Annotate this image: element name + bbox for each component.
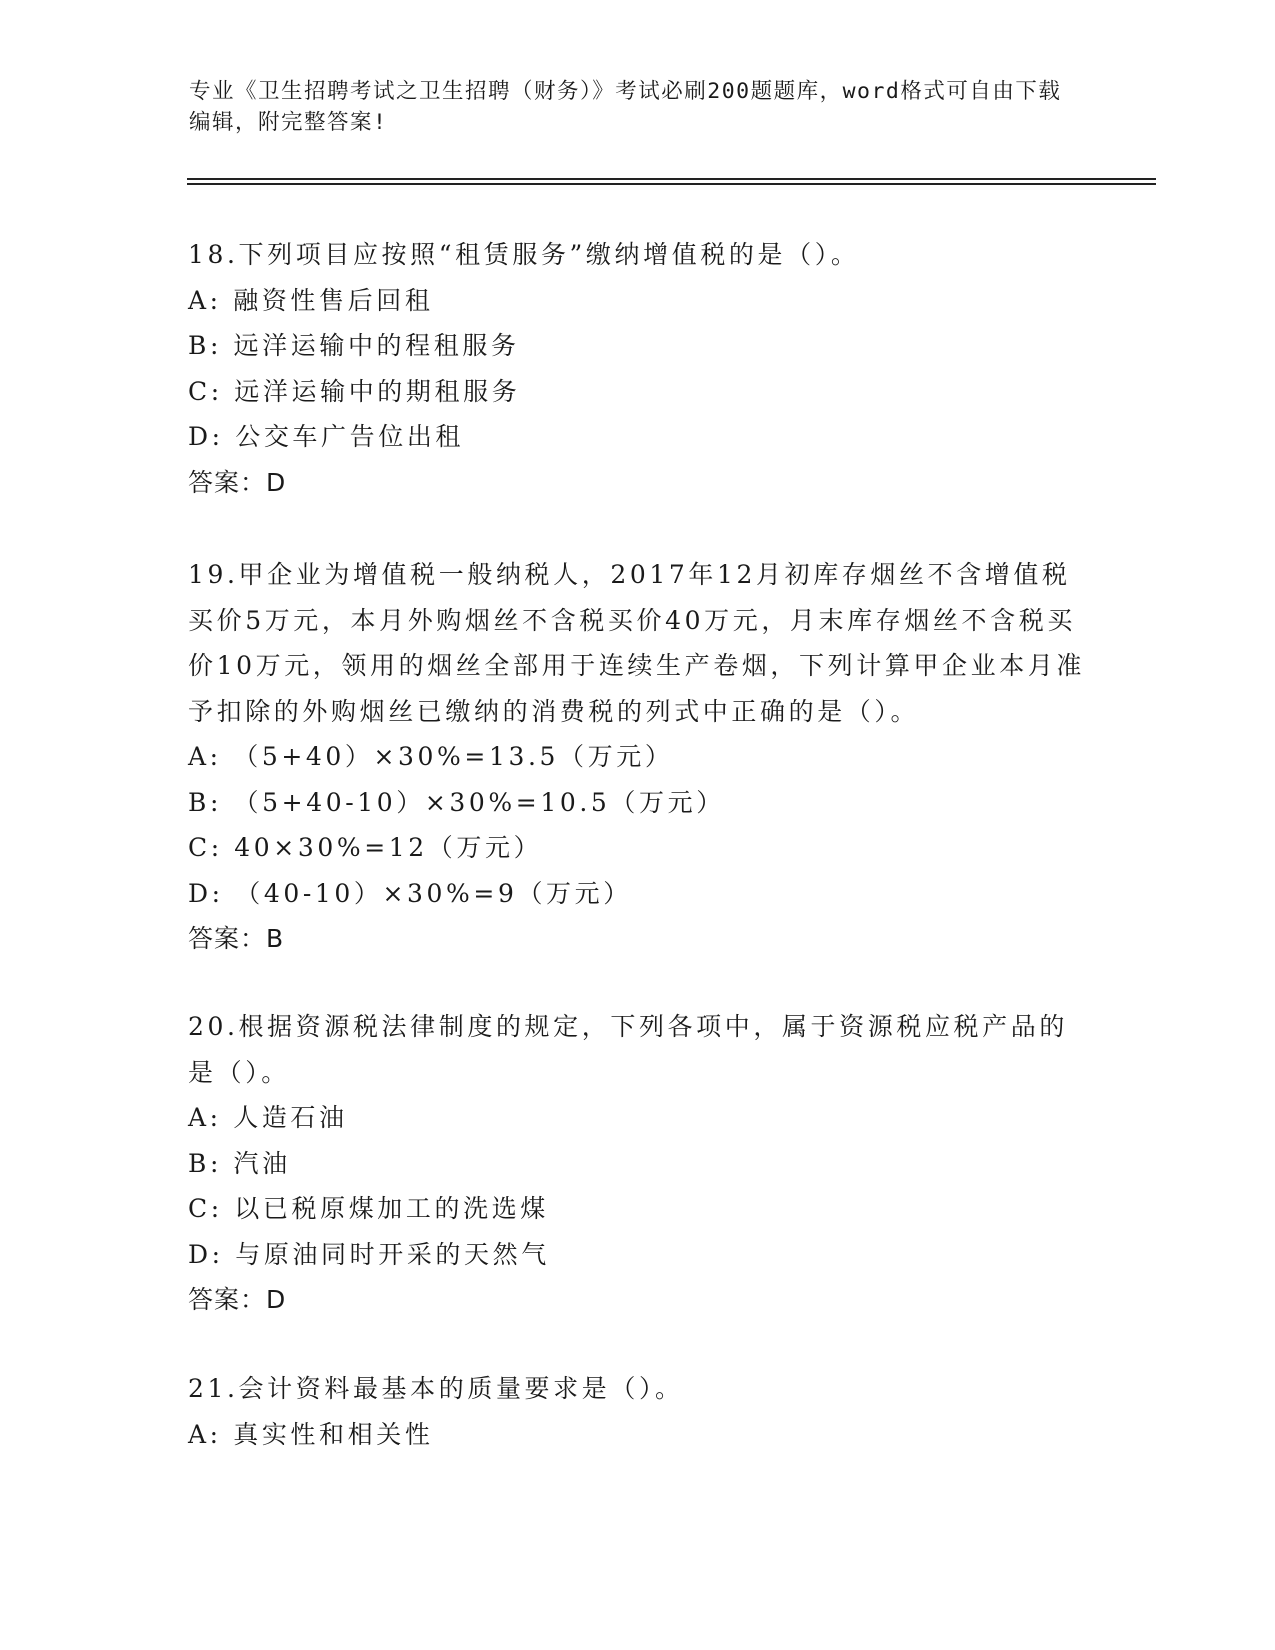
option-b: B: （5+40-10）×30%=10.5（万元） <box>188 787 725 817</box>
header-divider-bottom <box>187 183 1156 185</box>
answer-text: 答案：B <box>188 924 285 953</box>
option-c: C: 40×30%=12（万元） <box>188 833 543 862</box>
option-c: C: 远洋运输中的期租服务 <box>188 376 521 406</box>
question-stem: 20.根据资源税法律制度的规定，下列各项中，属于资源税应税产品的是（）。 <box>188 1012 1068 1087</box>
question-stem: 19.甲企业为增值税一般纳税人，2017年12月初库存烟丝不含增值税买价5万元，本月外购烟丝不含税买价40万元，月末库存烟丝不含税买价10万元，领用的烟丝全部用于连续生产卷烟，下列计算甲企业本月准予扣除的外购烟丝已缴纳的消费税的列式中正确的是（）。 <box>188 560 1086 726</box>
option-a: A: 人造石油 <box>188 1103 348 1132</box>
question-stem: 18.下列项目应按照“租赁服务”缴纳增值税的是（）。 <box>188 240 860 269</box>
question-18 <box>188 232 1088 505</box>
option-a: A: 融资性售后回租 <box>188 285 434 315</box>
answer-text: 答案：D <box>188 1285 287 1314</box>
question-21 <box>188 1366 1088 1457</box>
option-d: D: 公交车广告位出租 <box>188 422 465 451</box>
option-c: C: 以已税原煤加工的洗选煤 <box>188 1194 549 1223</box>
question-20 <box>188 1004 1088 1323</box>
option-a: A: 真实性和相关性 <box>188 1419 434 1449</box>
option-b: B: 远洋运输中的程租服务 <box>188 331 520 360</box>
option-d: D: （40-10）×30%=9（万元） <box>188 878 632 908</box>
header-divider-top <box>187 178 1156 180</box>
option-a: A: （5+40）×30%=13.5（万元） <box>188 742 674 771</box>
answer-text: 答案：D <box>188 467 287 497</box>
option-b: B: 汽油 <box>188 1148 291 1178</box>
option-d: D: 与原油同时开采的天然气 <box>188 1239 550 1269</box>
document-title: 专业《卫生招聘考试之卫生招聘（财务）》考试必刷200题题库，word格式可自由下载编辑，附完整答案! <box>189 79 1062 135</box>
question-stem: 21.会计资料最基本的质量要求是（）。 <box>188 1374 684 1403</box>
question-19 <box>188 552 1088 962</box>
